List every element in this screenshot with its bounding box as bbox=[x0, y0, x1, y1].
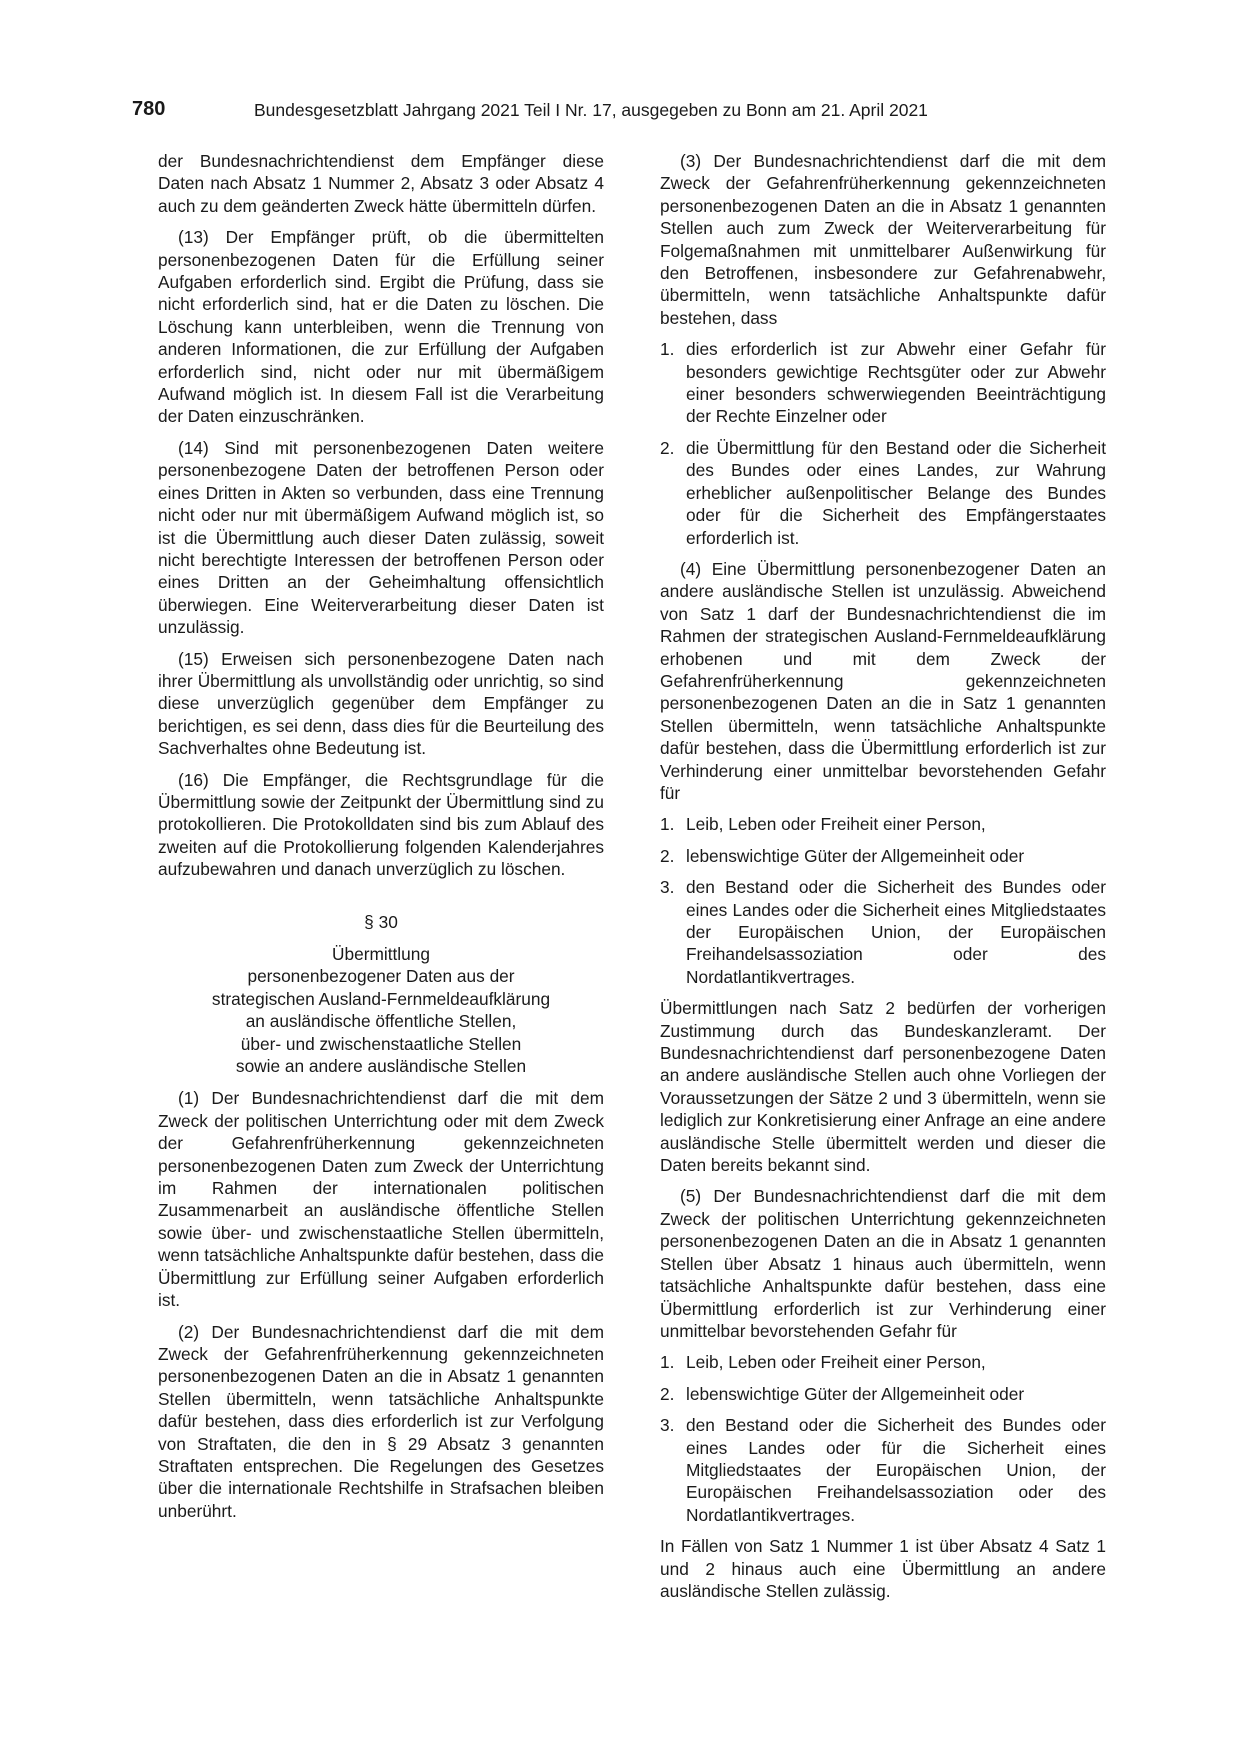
subsection-5-continuation: In Fällen von Satz 1 Nummer 1 ist über Absatz 4 Satz 1 und 2 hinaus auch eine Übermittlung an andere ausländische Stellen zulässig. bbox=[660, 1536, 1106, 1601]
list-item-text: Leib, Leben oder Freiheit einer Person, bbox=[686, 1352, 986, 1373]
subsection-4: (4) Eine Übermittlung personenbezogener Daten an andere ausländische Stellen ist unzulässig. Abweichend von Satz 1 darf der Bundesnachrichtendienst die im Rahmen der strategischen Ausland-Fernmeldeaufklärung erhobenen und mit dem Zweck der Gefahrenfrüherkennung gekennzeichneten personenbezogenen Daten an die in Satz 1 genannten Stellen übermitteln, wenn tatsächliche Anhaltspunkte dafür bestehen, dass die Übermittlung erforderlich ist zur Verhinderung einer unmittelbar bevorstehenden Gefahr für bbox=[660, 558, 1106, 803]
subsection-1: (1) Der Bundesnachrichtendienst darf die mit dem Zweck der politischen Unterrichtung oder mit dem Zweck der Gefahrenfrüherkennung gekennzeichneten personenbezogenen Daten zum Zweck der Unterrichtung im Rahmen der internationalen politischen Zusammenarbeit an ausländische öffentliche Stellen sowie über- und zwischenstaatliche Stellen übermitteln, wenn tatsächliche Anhaltspunkte dafür bestehen, dass die Übermittlung zur Erfüllung seiner Aufgaben erforderlich ist. bbox=[158, 1088, 604, 1311]
list-item bbox=[660, 338, 1106, 428]
list-item-number: 1. bbox=[660, 814, 675, 835]
list-item-text: den Bestand oder die Sicherheit des Bundes oder eines Landes oder für die Sicherheit eines Mitgliedstaates der Europäischen Union, der Europäischen Freihandelsassoziation oder des Nordatlantikvertrages. bbox=[686, 1415, 1106, 1525]
list-item-number: 3. bbox=[660, 877, 675, 898]
left-column bbox=[158, 150, 604, 1531]
list-item-text: Leib, Leben oder Freiheit einer Person, bbox=[686, 814, 986, 835]
list-item-number: 2. bbox=[660, 1383, 675, 1404]
list-item-text: den Bestand oder die Sicherheit des Bundes oder eines Landes oder die Sicherheit eines Mitgliedstaates der Europäischen Union, der Europäischen Freihandelsassoziation oder des Nordatlantikvertrages. bbox=[686, 877, 1106, 987]
subsection-5: (5) Der Bundesnachrichtendienst darf die mit dem Zweck der politischen Unterrichtung gekennzeichneten personenbezogenen Daten an die in Absatz 1 genannten Stellen über Absatz 1 hinaus auch übermitteln, wenn tatsächliche Anhaltspunkte dafür bestehen, dass eine Übermittlung erforderlich ist zur Verhinderung einer unmittelbar bevorstehenden Gefahr für bbox=[660, 1186, 1106, 1341]
list-item bbox=[660, 1414, 1106, 1526]
list-item-text: die Übermittlung für den Bestand oder die Sicherheit des Bundes oder eines Landes, zur Wahrung erheblicher außenpolitischer Belange des Bundes oder für die Sicherheit des Empfängerstaates erforderlich ist. bbox=[686, 437, 1106, 548]
right-column bbox=[660, 150, 1106, 1611]
list-item-text: dies erforderlich ist zur Abwehr einer Gefahr für besonders gewichtige Rechtsgüter oder zur Abwehr einer besonders schwerwiegenden Beeinträchtigung der Rechte Einzelner oder bbox=[686, 339, 1106, 427]
continued-paragraph: der Bundesnachrichtendienst dem Empfänger diese Daten nach Absatz 1 Nummer 2, Absatz 3 oder Absatz 4 auch zu dem geänderten Zweck hätte übermitteln dürfen. bbox=[158, 151, 604, 216]
section-number: § 30 bbox=[364, 911, 398, 932]
paragraph-14: (14) Sind mit personenbezogenen Daten weitere personenbezogene Daten der betroffenen Person oder eines Dritten in Akten so verbunden, dass eine Trennung nicht oder nur mit übermäßigem Aufwand möglich ist, so ist die Übermittlung auch dieser Daten zulässig, soweit nicht berechtigte Interessen der betroffenen Person oder eines Dritten an der Geheimhaltung offensichtlich überwiegen. Eine Weiterverarbeitung dieser Daten ist unzulässig. bbox=[158, 437, 604, 638]
list-item-number: 1. bbox=[660, 339, 675, 360]
subsection-2: (2) Der Bundesnachrichtendienst darf die mit dem Zweck der Gefahrenfrüherkennung gekennzeichneten personenbezogenen Daten an die in Absatz 1 genannten Stellen übermitteln, wenn tatsächliche Anhaltspunkte dafür bestehen, dass dies erforderlich ist zur Verfolgung von Straftaten, die den in § 29 Absatz 3 genannten Straftaten entsprechen. Die Regelungen des Gesetzes über die internationale Rechtshilfe in Strafsachen bleiben unberührt. bbox=[158, 1321, 604, 1521]
running-head: Bundesgesetzblatt Jahrgang 2021 Teil I Nr. 17, ausgegeben zu Bonn am 21. April 2021 bbox=[254, 100, 928, 120]
list-item-number: 1. bbox=[660, 1352, 675, 1373]
list-item bbox=[660, 876, 1106, 988]
subsection-3: (3) Der Bundesnachrichtendienst darf die mit dem Zweck der Gefahrenfrüherkennung gekennzeichneten personenbezogenen Daten an die in Absatz 1 genannten Stellen auch zum Zweck der Weiterverarbeitung für Folgemaßnahmen mit unmittelbarer Außenwirkung für den Betroffenen, insbesondere zur Gefahrenabwehr, übermitteln, wenn tatsächliche Anhaltspunkte dafür bestehen, dass bbox=[660, 151, 1106, 328]
list-item bbox=[660, 1383, 1106, 1405]
list-item bbox=[660, 813, 1106, 835]
list-item bbox=[660, 1351, 1106, 1373]
paragraph-13: (13) Der Empfänger prüft, ob die übermittelten personenbezogenen Daten für die Erfüllung seiner Aufgaben erforderlich sind. Ergibt die Prüfung, dass sie nicht erforderlich sind, hat er die Daten zu löschen. Die Löschung kann unterbleiben, wenn die Trennung von anderen Informationen, die zur Erfüllung der Aufgaben erforderlich sind, nicht oder nur mit übermäßigem Aufwand möglich ist. In diesem Fall ist die Verarbeitung der Daten einzuschränken. bbox=[158, 227, 604, 427]
list-item-number: 3. bbox=[660, 1415, 675, 1436]
list-item-number: 2. bbox=[660, 437, 675, 458]
subsection-4-continuation: Übermittlungen nach Satz 2 bedürfen der vorherigen Zustimmung durch das Bundeskanzleramt. Der Bundesnachrichtendienst darf personenbezogene Daten an andere ausländische Stellen auch ohne Vorliegen der Voraussetzungen der Sätze 2 und 3 übermitteln, wenn sie lediglich zur Konkretisierung einer Anfrage an eine andere ausländische Stelle übermittelt werden und dieser die Daten bereits bekannt sind. bbox=[660, 998, 1106, 1176]
list-item-text: lebenswichtige Güter der Allgemeinheit oder bbox=[686, 1383, 1025, 1404]
list-item bbox=[660, 437, 1106, 549]
page-number: 780 bbox=[132, 98, 166, 120]
paragraph-16: (16) Die Empfänger, die Rechtsgrundlage für die Übermittlung sowie der Zeitpunkt der Übermittlung sind zu protokollieren. Die Protokolldaten sind bis zum Ablauf des zweiten auf die Protokollierung folgenden Kalenderjahres aufzubewahren und danach unverzüglich zu löschen. bbox=[158, 769, 604, 880]
section-title: Übermittlung personenbezogener Daten aus der strategischen Ausland-Fernmeldeaufklärung an ausländische öffentliche Stellen, über- und zwischenstaatliche Stellen sowie an andere ausländische Stellen bbox=[211, 944, 551, 1077]
list-item-number: 2. bbox=[660, 845, 675, 866]
list-item-text: lebenswichtige Güter der Allgemeinheit oder bbox=[686, 845, 1025, 866]
list-item bbox=[660, 845, 1106, 867]
paragraph-15: (15) Erweisen sich personenbezogene Daten nach ihrer Übermittlung als unvollständig oder unrichtig, so sind diese unverzüglich gegenüber dem Empfänger zu berichtigen, es sei denn, dass dies für die Beurteilung des Sachverhaltes ohne Bedeutung ist. bbox=[158, 648, 604, 759]
